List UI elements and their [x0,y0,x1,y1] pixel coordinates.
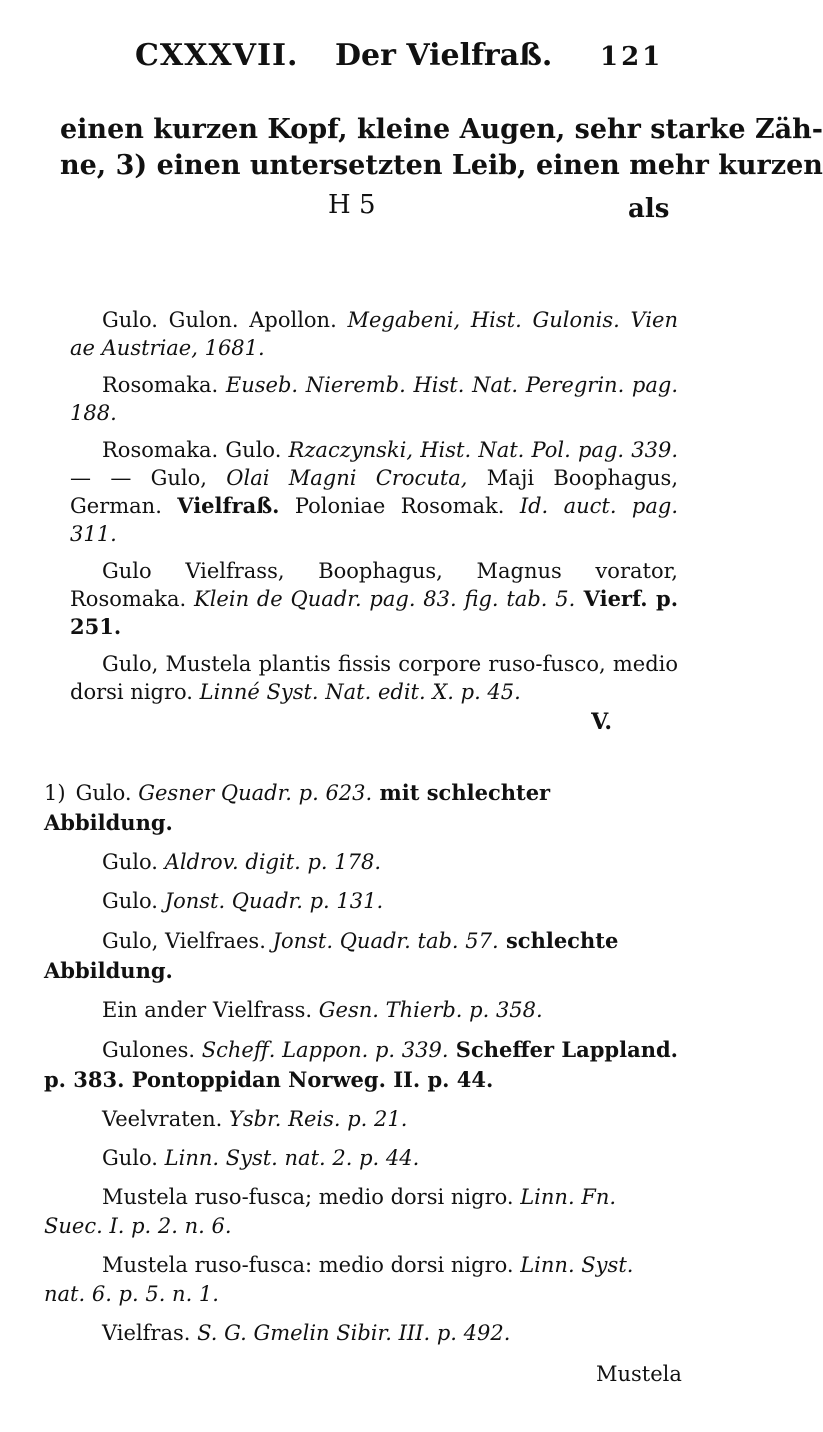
catchword: als [628,194,670,224]
page-number: 121 [600,42,664,72]
note-number: 1) [44,781,66,805]
footnote-entry [44,1035,680,1095]
entry-text: Rosomaka. [102,373,226,397]
entry-citation: Gesner Quadr. p. 623. [138,781,373,805]
footnote-entry [44,887,680,916]
entry-citation: Linn. Fn. Suec. I. p. 2. n. 6. [44,1185,617,1238]
signature-mark: H 5 [328,190,376,220]
footnote-entry [44,1251,680,1309]
entry-citation: Jonst. Quadr. tab. 57. [272,929,499,953]
entry-citation: Gesn. Thierb. p. 358. [318,998,543,1022]
entry-german: Scheffer Lappland. p. 383. Pontoppidan Norweg. II. p. 44. [44,1037,678,1092]
entry-citation: Euseb. Nieremb. Hist. Nat. Peregrin. pag. 188. [70,373,679,425]
entry-text: Ein ander Vielfrass. [102,998,319,1022]
entry-citation: Rzaczynski, Hist. Nat. Pol. pag. 339. [288,438,678,462]
entry-text: Maji Boophagus, German. [70,466,678,518]
entry-text: Veelvraten. [102,1107,229,1131]
entry-german: mit schlechter Abbildung. [44,780,551,835]
entry-text: Vielfras. [102,1321,198,1345]
entry-citation: Scheff. Lappon. p. 339. [201,1038,449,1062]
entry-text: Gulo Vielfrass, Boophagus, Magnus vorator, Rosomaka. [70,559,678,611]
entry-text: Gulo. [102,1146,165,1170]
footnote-entry [44,1183,680,1241]
footnote-entry [70,557,678,641]
running-header [0,38,700,78]
footnote-entry [44,996,680,1025]
entry-citation: Id. auct. pag. 311. [70,494,678,546]
footnote-entry [44,926,680,986]
entry-citation: S. G. Gmelin Sibir. III. p. 492. [197,1321,511,1345]
footnote-entry [70,371,678,427]
footnote-entry [44,1144,680,1173]
entry-text: Poloniae Rosomak. [279,494,520,518]
entry-text: Gulo. [75,781,139,805]
entry-citation: Jonst. Quadr. p. 131. [164,889,384,913]
entry-text: Gulo, Vielfraes. [102,929,273,953]
entry-citation: Linné Syst. Nat. edit. X. p. 45. [199,680,521,704]
chapter-title: Der Vielfraß. [335,38,553,73]
bottom-catchword: Mustela [596,1362,682,1386]
text-line: ne, 3) einen untersetzten Leib, einen mehr kurzen [60,150,823,181]
entry-citation: Klein de Quadr. pag. 83. fig. tab. 5. [194,587,576,611]
entry-text: Gulones. [102,1038,202,1062]
entry-citation: Linn. Syst. nat. 2. p. 44. [164,1146,420,1170]
entry-citation: Linn. Syst. nat. 6. p. 5. n. 1. [44,1253,634,1306]
entry-citation: Megabeni, Hist. Gulonis. Vien ae Austriae, 1681. [70,308,678,360]
entry-german: schlechte Abbildung. [44,928,619,983]
entry-german: Vierf. p. 251. [70,586,678,639]
footnotes-block [70,306,678,752]
entry-citation: Aldrov. digit. p. 178. [164,850,382,874]
chapter-number: CXXXVII. [135,38,299,73]
notes-catchword: V. [591,709,612,735]
entry-german: Vielfraß. [177,493,280,518]
footnote-entry [44,778,680,838]
footnote-entry [44,848,680,877]
footnote-entry [70,650,678,706]
footnote-entry [70,436,678,548]
main-text [60,112,823,184]
entry-text: Gulo. [102,889,165,913]
footnote-entry [44,1319,680,1348]
entry-text: Rosomaka. Gulo. [102,438,289,462]
entry-text: — — Gulo, [70,466,227,490]
entry-text: Gulo. [102,850,165,874]
entry-text: Mustela ruso-fusca; medio dorsi nigro. [102,1185,521,1209]
text-line: einen kurzen Kopf, kleine Augen, sehr starke Zäh- [60,114,823,145]
entry-text: Mustela ruso-fusca: medio dorsi nigro. [102,1253,521,1277]
footnotes-block-2 [44,778,680,1358]
footnote-entry [44,1105,680,1134]
entry-text: Gulo, Mustela plantis fissis corpore ruso-fusco, medio dorsi nigro. [70,652,678,704]
entry-citation: Ysbr. Reis. p. 21. [228,1107,408,1131]
entry-citation: Olai Magni Crocuta, [226,466,468,490]
entry-text: Gulo. Gulon. Apollon. [102,308,348,332]
footnote-entry [70,306,678,362]
